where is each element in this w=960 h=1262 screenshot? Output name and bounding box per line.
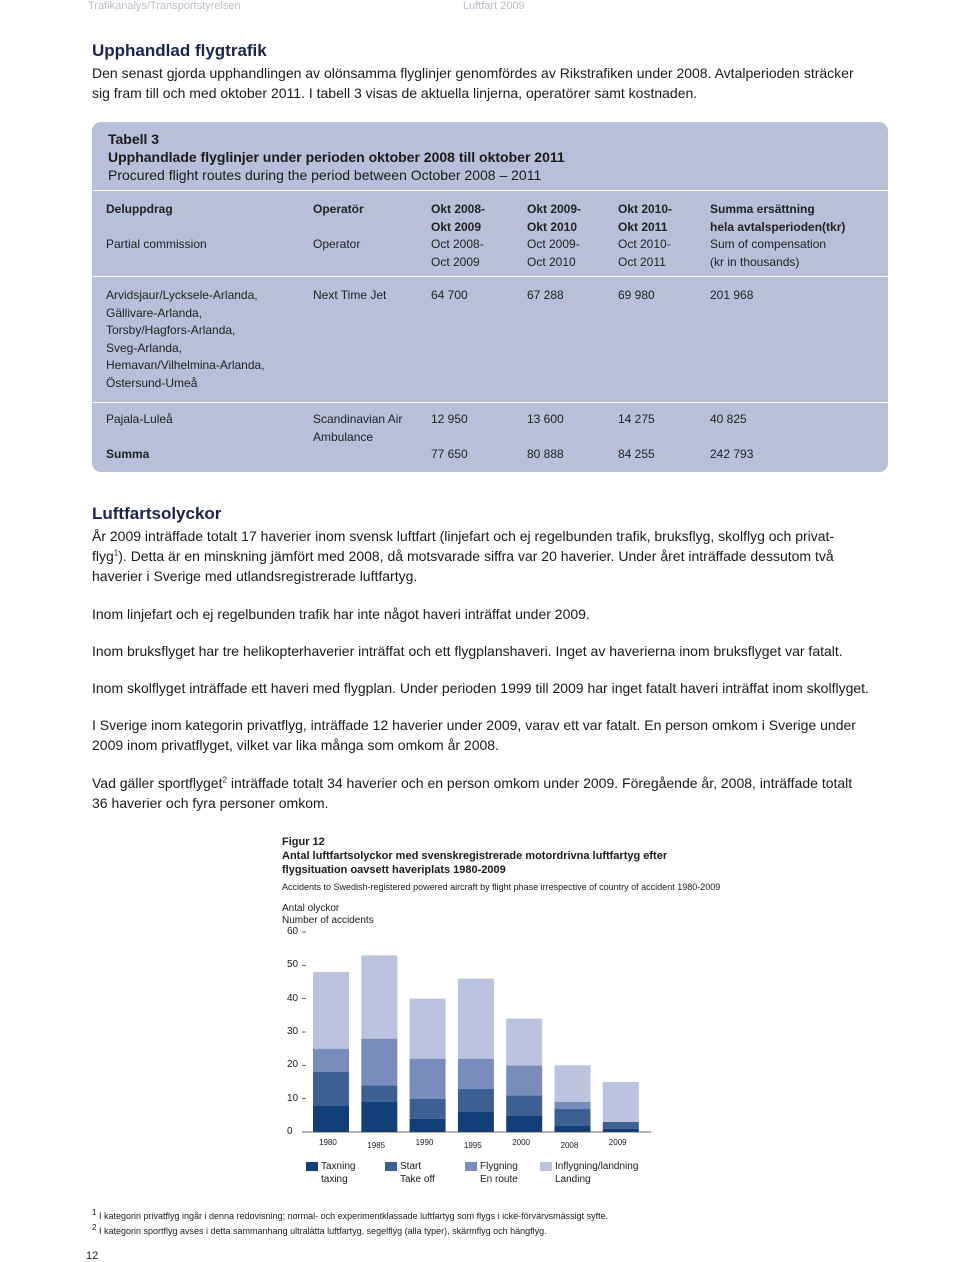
intro-line-2: sig fram till och med oktober 2011. I tabell 3 visas de aktuella linjerna, operatörer samt kostnaden.: [92, 85, 698, 101]
x-tick-label: 1995: [463, 1141, 482, 1150]
col-header-period-2-en: Oct 2009- Oct 2010: [527, 237, 580, 269]
bar-segment-2008-0: [555, 1125, 591, 1132]
bar-segment-2009-3: [603, 1082, 639, 1122]
table-divider: [92, 190, 888, 191]
sum-label: Summa: [106, 447, 150, 461]
y-tick-label: 40: [287, 992, 299, 1004]
sum-total: 242 793: [710, 447, 754, 461]
accidents-para-5-line-2: 2009 inom privatflyget, vilket var lika många som omkom år 2008.: [92, 737, 499, 753]
section-title-procured-traffic: Upphandlad flygtrafik: [92, 41, 267, 60]
y-tick-label: 60: [287, 926, 299, 937]
footnote-ref-1: 1: [113, 548, 119, 558]
bar-segment-2000-2: [506, 1065, 542, 1095]
cell-route: Pajala-Luleå: [106, 412, 173, 426]
col-header-partial-commission: Deluppdrag: [106, 202, 173, 216]
sum-period-3: 84 255: [618, 447, 655, 461]
y-tick-label: 50: [287, 959, 299, 971]
y-tick-label: 0: [287, 1126, 293, 1137]
legend-swatch: [540, 1162, 552, 1171]
cell-operator: Next Time Jet: [313, 288, 387, 302]
col-header-period-1: Okt 2008- Okt 2009: [431, 202, 486, 234]
bar-segment-1985-0: [361, 1102, 397, 1132]
accidents-para-4: Inom skolflyget inträffade ett haveri med flygplan. Under perioden 1999 till 2009 har inget fatalt haveri inträffat inom skolflyget.: [92, 680, 869, 696]
bar-segment-1985-3: [361, 955, 397, 1038]
figure-title-line-2: flygsituation oavsett haveriplats 1980-2009: [282, 864, 506, 876]
bar-segment-1990-2: [410, 1059, 446, 1099]
cell-total: 201 968: [710, 288, 754, 302]
col-header-partial-commission-en: Partial commission: [106, 237, 207, 251]
bar-segment-1995-2: [458, 1059, 494, 1089]
bar-segment-1980-2: [313, 1049, 349, 1072]
cell-period-3: 14 275: [618, 412, 655, 426]
legend-label: Inflygning/landning Landing: [555, 1161, 639, 1185]
table-title: Upphandlade flyglinjer under perioden oktober 2008 till oktober 2011: [108, 149, 565, 165]
figure-label: Figur 12: [282, 836, 325, 848]
col-header-period-3-en: Oct 2010- Oct 2011: [618, 237, 671, 269]
table-3-panel: [92, 122, 888, 472]
cell-period-3: 69 980: [618, 288, 655, 302]
y-tick-label: 20: [287, 1059, 299, 1071]
cell-route: Arvidsjaur/Lycksele-Arlanda, Gällivare-Arlanda, Torsby/Hagfors-Arlanda, Sveg-Arlanda, Hemavan/Vilhelmina-Arlanda, Östersund-Umeå: [106, 288, 265, 390]
y-axis-label-en: Number of accidents: [282, 915, 374, 926]
header-publication: Luftfart 2009: [463, 0, 525, 12]
legend-label: Taxning taxing: [321, 1161, 356, 1185]
legend-label: Start Take off: [400, 1161, 435, 1185]
bar-segment-1995-3: [458, 979, 494, 1059]
x-tick-label: 1985: [367, 1141, 386, 1150]
accidents-para-1-line-3: haverier i Sverige med utlandsregistrerade luftfartyg.: [92, 568, 418, 584]
y-tick-label: 30: [287, 1026, 299, 1037]
figure-title-line-1: Antal luftfartsolyckor med svenskregistrerade motordrivna luftfartyg efter: [282, 850, 668, 862]
x-tick-label: 2009: [608, 1138, 627, 1147]
bar-segment-1985-1: [361, 1085, 397, 1102]
bar-segment-2008-1: [555, 1109, 591, 1126]
bar-segment-1985-2: [361, 1039, 397, 1086]
table-label: Tabell 3: [108, 131, 160, 147]
cell-period-2: 67 288: [527, 288, 564, 302]
cell-total: 40 825: [710, 412, 747, 426]
bar-segment-2009-1: [603, 1122, 639, 1129]
col-header-period-1-en: Oct 2008- Oct 2009: [431, 237, 484, 269]
cell-period-1: 12 950: [431, 412, 468, 426]
cell-period-1: 64 700: [431, 288, 468, 302]
x-tick-label: 2008: [560, 1141, 579, 1150]
bar-segment-2000-0: [506, 1115, 542, 1132]
legend-swatch: [306, 1162, 318, 1171]
x-tick-label: 2000: [512, 1138, 530, 1147]
bar-segment-2000-3: [506, 1019, 542, 1066]
bar-segment-2009-0: [603, 1129, 639, 1132]
col-header-period-3: Okt 2010- Okt 2011: [618, 202, 673, 234]
accidents-para-6-line-2: 36 haverier och fyra personer omkom.: [92, 795, 329, 811]
y-axis-label: Antal olyckor: [282, 903, 340, 914]
section-title-accidents: Luftfartsolyckor: [92, 504, 222, 523]
accidents-para-3: Inom bruksflyget har tre helikopterhaverier inträffat och ett flygplanshaveri. Inget av haverierna inom bruksflyget var fatalt.: [92, 643, 843, 659]
accidents-para-5-line-1: I Sverige inom kategorin privatflyg, inträffade 12 haverier under 2009, varav ett var fatalt. En person omkom i Sverige under: [92, 717, 856, 733]
legend-swatch: [465, 1162, 477, 1171]
bar-segment-1990-3: [410, 999, 446, 1059]
accidents-para-2: Inom linjefart och ej regelbunden trafik har inte något haveri inträffat under 2009.: [92, 606, 590, 622]
footnote-ref-2: 2: [222, 775, 227, 785]
bar-segment-2000-1: [506, 1095, 542, 1115]
accidents-para-6-line-1: Vad gäller sportflyget$^2$ inträffade totalt 34 haverier och en person omkom under 2009. Föregående år, 2008, inträffade totalt: [92, 775, 853, 791]
col-header-operator: Operatör: [313, 202, 364, 216]
cell-period-2: 13 600: [527, 412, 564, 426]
bar-segment-1990-1: [410, 1099, 446, 1119]
col-header-total-en: Sum of compensation (kr in thousands): [710, 237, 827, 269]
sum-period-1: 77 650: [431, 447, 468, 461]
bar-segment-1995-1: [458, 1089, 494, 1112]
table-divider: [92, 402, 888, 403]
bar-segment-1995-0: [458, 1112, 494, 1132]
header-publisher: Trafikanalys/Transportstyrelsen: [88, 0, 241, 12]
col-header-total: Summa ersättning hela avtalsperioden(tkr): [710, 202, 846, 234]
col-header-period-2: Okt 2009- Okt 2010: [527, 202, 582, 234]
y-tick-label: 10: [287, 1092, 299, 1104]
table-subtitle: Procured flight routes during the period between October 2008 – 2011: [108, 167, 542, 183]
bar-segment-1990-0: [410, 1119, 446, 1132]
bar-segment-1980-3: [313, 972, 349, 1049]
footnote-1: $^1$ I kategorin privatflyg ingår i denna redovisning; normal- och experimentklassade luftfartyg som flygs i icke-förvärvsmässigt syfte.: [92, 1208, 609, 1221]
legend-swatch: [385, 1162, 397, 1171]
footnote-2: $^2$ I kategorin sportflyg avses i detta sammanhang ultralätta luftfartyg, segelflyg (alla typer), skärmflyg och hängflyg.: [92, 1223, 547, 1236]
bar-segment-1980-1: [313, 1072, 349, 1105]
x-tick-label: 1980: [319, 1138, 337, 1147]
page-number: 12: [86, 1250, 99, 1262]
accidents-para-1-line-1: År 2009 inträffade totalt 17 haverier inom svensk luftfart (linjefart och ej regelbunden trafik, bruksflyg, skolflyg och privat-: [92, 528, 835, 544]
sum-period-2: 80 888: [527, 447, 564, 461]
x-tick-label: 1990: [415, 1138, 434, 1147]
figure-subtitle: Accidents to Swedish-registered powered aircraft by flight phase irrespective of country of accident 1980-2009: [282, 882, 721, 892]
col-header-operator-en: Operator: [313, 237, 361, 251]
accidents-para-1-line-2: flyg$^1$). Detta är en minskning jämfört med 2008, då motsvarade siffra var 20 haverier. Under året inträffade dessutom två: [92, 548, 834, 564]
bar-segment-2008-3: [555, 1065, 591, 1102]
table-divider: [92, 276, 888, 277]
legend-label: Flygning En route: [480, 1161, 518, 1185]
cell-operator: Scandinavian Air Ambulance: [313, 412, 403, 444]
bar-segment-1980-0: [313, 1105, 349, 1132]
bar-segment-2008-2: [555, 1102, 591, 1109]
intro-line-1: Den senast gjorda upphandlingen av olönsamma flyglinjer genomfördes av Rikstrafiken under 2008. Avtalperioden sträcker: [92, 65, 854, 81]
